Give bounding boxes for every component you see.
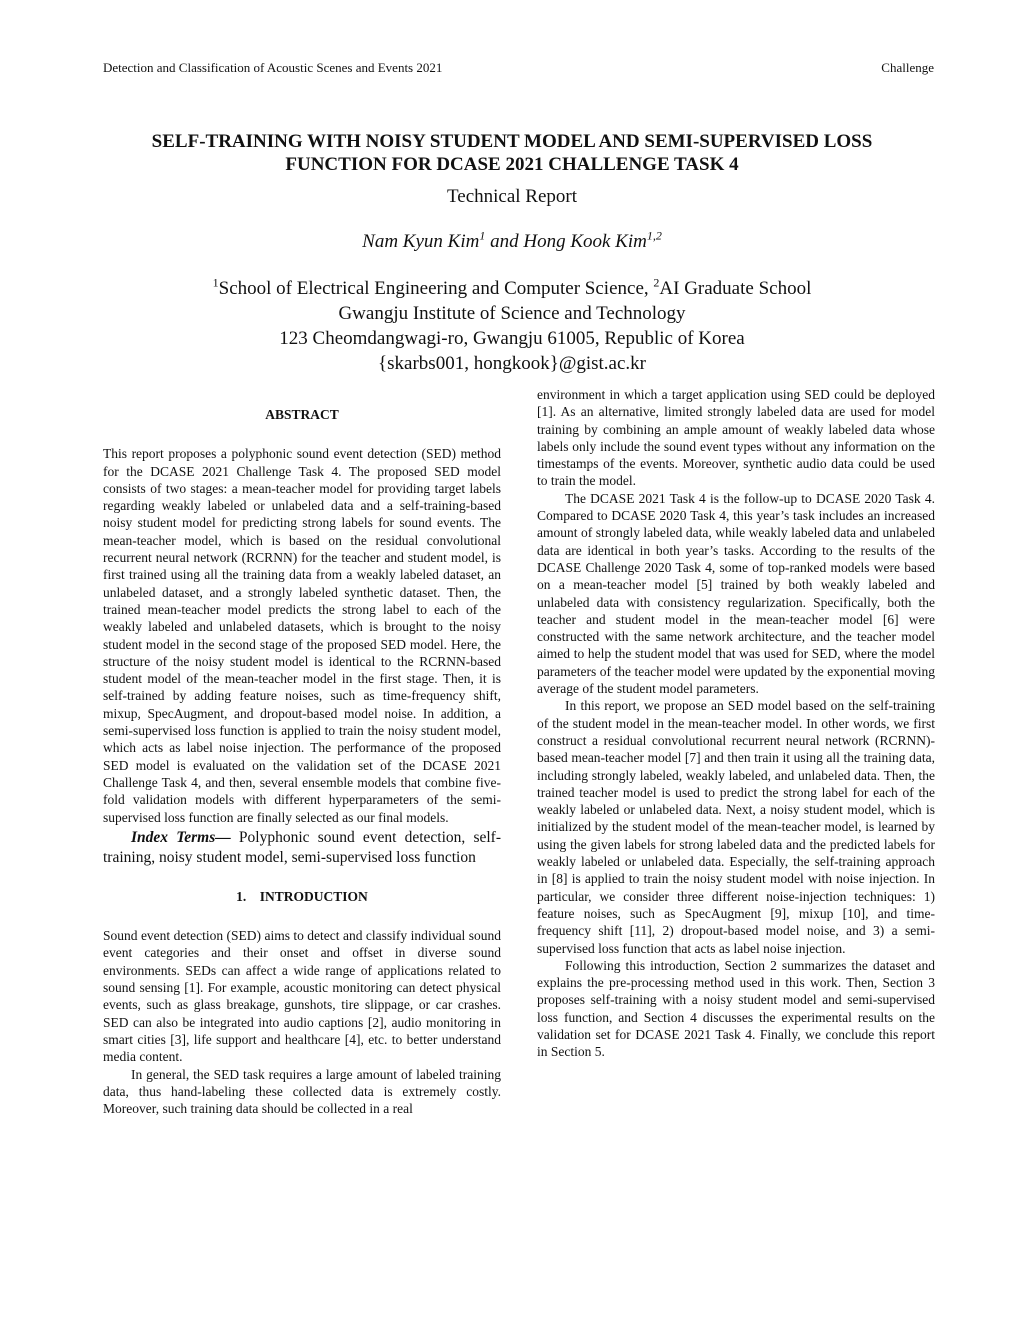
paper-title (60, 130, 964, 176)
index-terms-list: Polyphonic sound event detection, self-training, noisy student model, semi-supervised loss function (103, 828, 502, 866)
affil-2: AI Graduate School (659, 278, 812, 299)
affiliation-line-1 (0, 276, 1024, 301)
author-1-affil: 1 (479, 228, 486, 243)
author-list (0, 228, 1024, 253)
affil-2-mark: 2 (653, 275, 660, 290)
intro-paragraph-1: Sound event detection (SED) aims to detect and classify individual sound event categories and their onset and offset in diverse sound environments. SEDs can affect a wide range of applications related to sound sensing [1]. For example, acoustic monitoring can detect physical events, such as glass breakage, gunshots, tire slippage, or car crashes. SED can also be integrated into audio captions [2], audio monitoring in smart cities [3], life support and healthcare [4], etc. to better understand media content. (103, 928, 501, 1065)
intro-paragraph-6: Following this introduction, Section 2 summarizes the dataset and explains the pre-processing method used in this work. Then, Section 3 proposes self-training with a noisy student model and semi-supervised loss function, and Section 4 discusses the experimental results on the validation set for DCASE 2021 Task 4. Finally, we conclude this report in Section 5. (537, 957, 935, 1060)
left-column (103, 400, 501, 1117)
abstract-heading: ABSTRACT (265, 407, 339, 422)
header-track: Challenge (881, 60, 934, 75)
affil-1: School of Electrical Engineering and Computer Science, (218, 278, 654, 299)
header-conference: Detection and Classification of Acoustic Scenes and Events 2021 (103, 60, 443, 75)
paper-subtitle: Technical Report (446, 186, 578, 207)
index-terms-label: Index Terms— (131, 828, 231, 846)
intro-paragraph-4: The DCASE 2021 Task 4 is the follow-up to DCASE 2020 Task 4. Compared to DCASE 2020 Task 4, this year’s task includes an increased amount of strongly labeled data, while weakly labeled data and unlabeled data are identical in both year’s tasks. According to the results of the DCASE Challenge 2020 Task 4, some of top-ranked models were based on a mean-teacher model [5] trained by both weakly labeled and unlabeled data with consistency regularization. Specifically, both the teacher and student model in the mean-teacher model [6] were constructed with the same network architecture, and the teacher model aimed to help the student model that was used for SED, where the model parameters of the teacher model were updated by the exponential moving average of the student model parameters. (537, 490, 935, 697)
author-separator: and (485, 231, 524, 252)
author-2: Hong Kook Kim (523, 231, 647, 252)
author-2-affil: 1,2 (646, 228, 662, 243)
introduction-heading: 1. INTRODUCTION (236, 888, 368, 904)
abstract-text: This report proposes a polyphonic sound event detection (SED) method for the DCASE 2021 Challenge Task 4. The proposed SED model consists of two stages: a mean-teacher model for providing target labels regarding weakly labeled or unlabeled data and a self-training-based noisy student model for predicting strong labels for sound events. The mean-teacher model, which is based on the residual convolutional recurrent neural network (RCRNN) for the teacher and student model, is first trained using all the training data from a weakly labeled dataset, an unlabeled dataset, and a strongly labeled synthetic dataset. Then, the trained mean-teacher model predicts the strong label to each of the weakly labeled and unlabeled datasets, which is brought to the noisy student model in the second stage of the proposed SED model. Here, the structure of the noisy student model is identical to the RCRNN-based student model of the mean-teacher model in the first stage. Then, it is self-trained by adding feature noises, such as time-frequency shift, mixup, SpecAugment, and dropout-based model noise. In addition, a semi-supervised loss function is applied to train the noisy student model, which acts as label noise injection. The performance of the proposed SED model is evaluated on the validation set of the DCASE 2021 Challenge Task 4, and then, several ensemble models that combine five-fold validation models with different hyperparameters of the semi-supervised loss function are finally selected as our final models. (103, 446, 501, 825)
affiliation-address: 123 Cheomdangwagi-ro, Gwangju 61005, Republic of Korea (279, 328, 745, 349)
author-1: Nam Kyun Kim (362, 231, 480, 252)
affiliation-institute: Gwangju Institute of Science and Technology (338, 303, 686, 324)
affiliations (0, 276, 1024, 376)
running-header (103, 60, 934, 76)
author-emails: {skarbs001, hongkook}@gist.ac.kr (378, 353, 646, 374)
affil-1-mark: 1 (212, 275, 219, 290)
intro-paragraph-2: In general, the SED task requires a large amount of labeled training data, thus hand-labeling these collected data is extremely costly. Moreover, such training data should be collected in a real (103, 1066, 501, 1117)
right-column (537, 386, 935, 1061)
intro-paragraph-3: environment in which a target application using SED could be deployed [1]. As an alternative, limited strongly labeled data are used for model training by combining an ample amount of weakly labeled data whose labels only include the sound event types without any information on the timestamps of the events. Moreover, synthetic audio data could be used to train the model. (537, 387, 935, 489)
index-terms (103, 828, 501, 868)
title-line-2: FUNCTION FOR DCASE 2021 CHALLENGE TASK 4 (285, 154, 739, 175)
title-line-1: SELF-TRAINING WITH NOISY STUDENT MODEL AND SEMI-SUPERVISED LOSS (151, 131, 873, 152)
intro-paragraph-5: In this report, we propose an SED model based on the self-training of the student model in the mean-teacher model. In other words, we first construct a residual convolutional recurrent neural network (RCRNN)-based mean-teacher model [7] and then train it using all the training data, including strongly labeled, weakly labeled, and unlabeled data. Then, the trained teacher model is used to predict the strong label for each of the weakly labeled or unlabeled data. Next, a noisy student model, which is initialized by the student model of the mean-teacher model, is learned by using the given labels for strong labeled data and the predicted labels for weakly labeled or unlabeled data. Especially, the self-training approach in [8] is applied to train the noisy student model with noise injection. In particular, we consider three different noise-injection techniques: 1) feature noises, such as SpecAugment [9], mixup [10], and time-frequency shift [11], 2) dropout-based model noise, and 3) a semi-supervised loss function that acts as label noise injection. (537, 698, 935, 956)
